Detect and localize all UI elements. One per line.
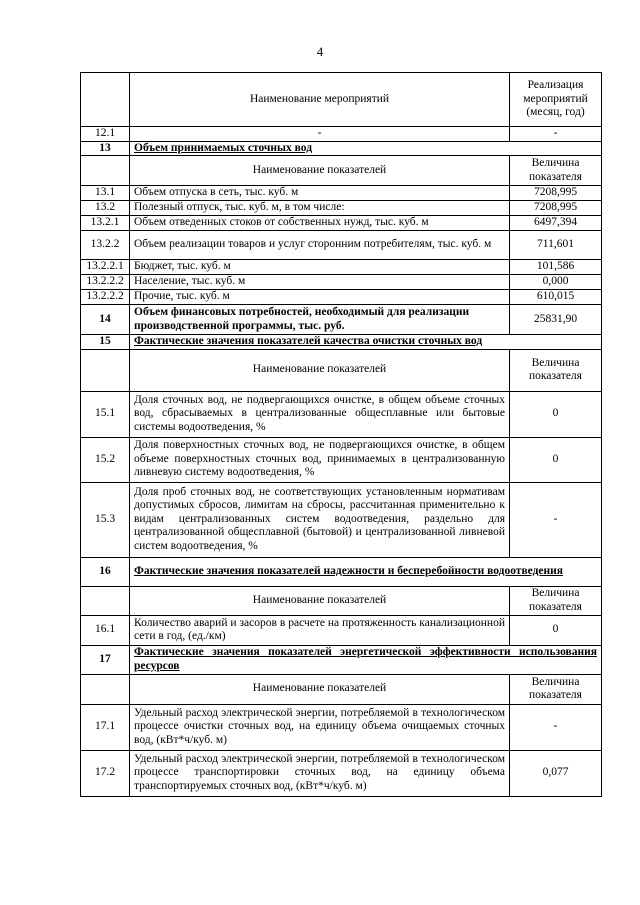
sub-header-num-cell: [81, 156, 130, 186]
row-number: 13.2: [81, 201, 130, 216]
section-value: 25831,90: [510, 305, 602, 335]
header-value-line: мероприятий: [523, 92, 588, 105]
row-value: 6497,394: [510, 216, 602, 231]
row-name: Объем отведенных стоков от собственных нужд, тыс. куб. м: [130, 216, 510, 231]
sub-header-value: [510, 349, 602, 391]
row-name: Доля поверхностных сточных вод, не подвергающихся очистке, в общем объеме поверхностных сточных вод, принимаемых в централизованную ливневую систему водоотведения, %: [130, 437, 510, 482]
row-value: 0: [510, 615, 602, 645]
section-number: 16: [81, 557, 130, 586]
table-row: [81, 186, 602, 201]
section-number: 15: [81, 335, 130, 350]
page-number: 4: [316, 44, 324, 59]
sub-header-row: [81, 586, 602, 615]
row-name: Население, тыс. куб. м: [130, 275, 510, 290]
sub-header-row: [81, 349, 602, 391]
sub-header-name: Наименование показателей: [130, 674, 510, 704]
row-name: Удельный расход электрической энергии, потребляемой в технологическом процессе очистки сточных вод, на единицу объема очищаемых сточных вод, (кВт*ч/куб. м): [130, 704, 510, 750]
section-row: [81, 141, 602, 156]
sub-header-row: [81, 156, 602, 186]
section-row: [81, 305, 602, 335]
row-number: 13.2.1: [81, 216, 130, 231]
section-row: [81, 557, 602, 586]
row-value: -: [510, 482, 602, 557]
row-name: Объем реализации товаров и услуг сторонним потребителям, тыс. куб. м: [130, 231, 510, 260]
row-number: 13.1: [81, 186, 130, 201]
row-value: -: [510, 704, 602, 750]
row-value: 0,077: [510, 750, 602, 796]
row-number: 16.1: [81, 615, 130, 645]
sub-header-num-cell: [81, 586, 130, 615]
sub-header-name: Наименование показателей: [130, 156, 510, 186]
row-number: 12.1: [81, 127, 130, 142]
row-number: 13.2.2: [81, 231, 130, 260]
sub-header-value: [510, 156, 602, 186]
table-row: [81, 127, 602, 142]
row-name: -: [130, 127, 510, 142]
table-row: [81, 615, 602, 645]
row-number: 15.2: [81, 437, 130, 482]
section-row: [81, 335, 602, 350]
row-value: 7208,995: [510, 186, 602, 201]
row-number: 15.1: [81, 391, 130, 437]
header-value-cell: [510, 73, 602, 127]
sub-header-row: [81, 674, 602, 704]
row-name: Бюджет, тыс. куб. м: [130, 260, 510, 275]
section-title: Фактические значения показателей надежности и бесперебойности водоотведения: [130, 557, 602, 586]
row-value: 610,015: [510, 290, 602, 305]
row-name: Удельный расход электрической энергии, потребляемой в технологическом процессе транспортировки сточных вод, на единицу объема транспортируемых сточных вод, (кВт*ч/куб. м): [130, 750, 510, 796]
sub-header-value-line: Величина: [531, 356, 580, 369]
table-row: [81, 290, 602, 305]
sub-header-value-line: Величина: [531, 587, 580, 599]
row-value: 711,601: [510, 231, 602, 260]
row-name: Количество аварий и засоров в расчете на протяженность канализационной сети в год, (ед./км): [130, 615, 510, 645]
sub-header-name: Наименование показателей: [130, 349, 510, 391]
row-number: 13.2.2.1: [81, 260, 130, 275]
row-name: Доля проб сточных вод, не соответствующих установленным нормативам допустимых сбросов, лимитам на сбросы, рассчитанная применительно к видам централизованных систем водоотведения, раздельно для централизованной общесплавной (бытовой) и централизованной ливневой систем водоотведения, %: [130, 482, 510, 557]
table-header-row: [81, 73, 602, 127]
table-row: [81, 231, 602, 260]
table-row: [81, 704, 602, 750]
table-row: [81, 391, 602, 437]
sub-header-value-line: Величина: [531, 157, 580, 169]
indicators-table: [80, 72, 602, 797]
row-number: 15.3: [81, 482, 130, 557]
table-row: [81, 216, 602, 231]
table-row: [81, 750, 602, 796]
table-row: [81, 260, 602, 275]
sub-header-value-line: показателя: [529, 370, 582, 382]
sub-header-value-line: показателя: [529, 689, 582, 701]
row-number: 17.2: [81, 750, 130, 796]
sub-header-name: Наименование показателей: [130, 586, 510, 615]
section-row: [81, 645, 602, 674]
sub-header-value-line: показателя: [529, 170, 582, 183]
row-value: 0: [510, 437, 602, 482]
section-number: 13: [81, 141, 130, 156]
row-number: 13.2.2.2: [81, 275, 130, 290]
table-row: [81, 437, 602, 482]
section-title: Фактические значения показателей качества очистки сточных вод: [130, 335, 602, 350]
table-row: [81, 275, 602, 290]
header-num-cell: [81, 73, 130, 127]
sub-header-num-cell: [81, 349, 130, 391]
table-row: [81, 201, 602, 216]
table-row: [81, 482, 602, 557]
row-name: Объем отпуска в сеть, тыс. куб. м: [130, 186, 510, 201]
section-title: Объем принимаемых сточных вод: [130, 141, 602, 156]
row-value: -: [510, 127, 602, 142]
row-number: 13.2.2.2: [81, 290, 130, 305]
section-title: Объем финансовых потребностей, необходимый для реализации производственной программы, тыс. руб.: [130, 305, 510, 335]
sub-header-value-line: Величина: [531, 675, 580, 688]
row-number: 17.1: [81, 704, 130, 750]
header-value-line: (месяц, год): [526, 106, 585, 119]
sub-header-value: [510, 586, 602, 615]
row-value: 7208,995: [510, 201, 602, 216]
header-value-line: Реализация: [527, 79, 584, 92]
section-title: Фактические значения показателей энергетической эффективности использования ресурсов: [130, 645, 602, 674]
header-name-cell: Наименование мероприятий: [130, 73, 510, 127]
row-value: 0: [510, 391, 602, 437]
sub-header-num-cell: [81, 674, 130, 704]
section-number: 14: [81, 305, 130, 335]
sub-header-value: [510, 674, 602, 704]
row-name: Прочие, тыс. куб. м: [130, 290, 510, 305]
sub-header-value-line: показателя: [529, 600, 582, 613]
row-name: Доля сточных вод, не подвергающихся очистке, в общем объеме сточных вод, сбрасываемых в централизованные общесплавные или бытовые системы водоотведения, %: [130, 391, 510, 437]
row-value: 0,000: [510, 275, 602, 290]
row-value: 101,586: [510, 260, 602, 275]
section-number: 17: [81, 645, 130, 674]
row-name: Полезный отпуск, тыс. куб. м, в том числе:: [130, 201, 510, 216]
